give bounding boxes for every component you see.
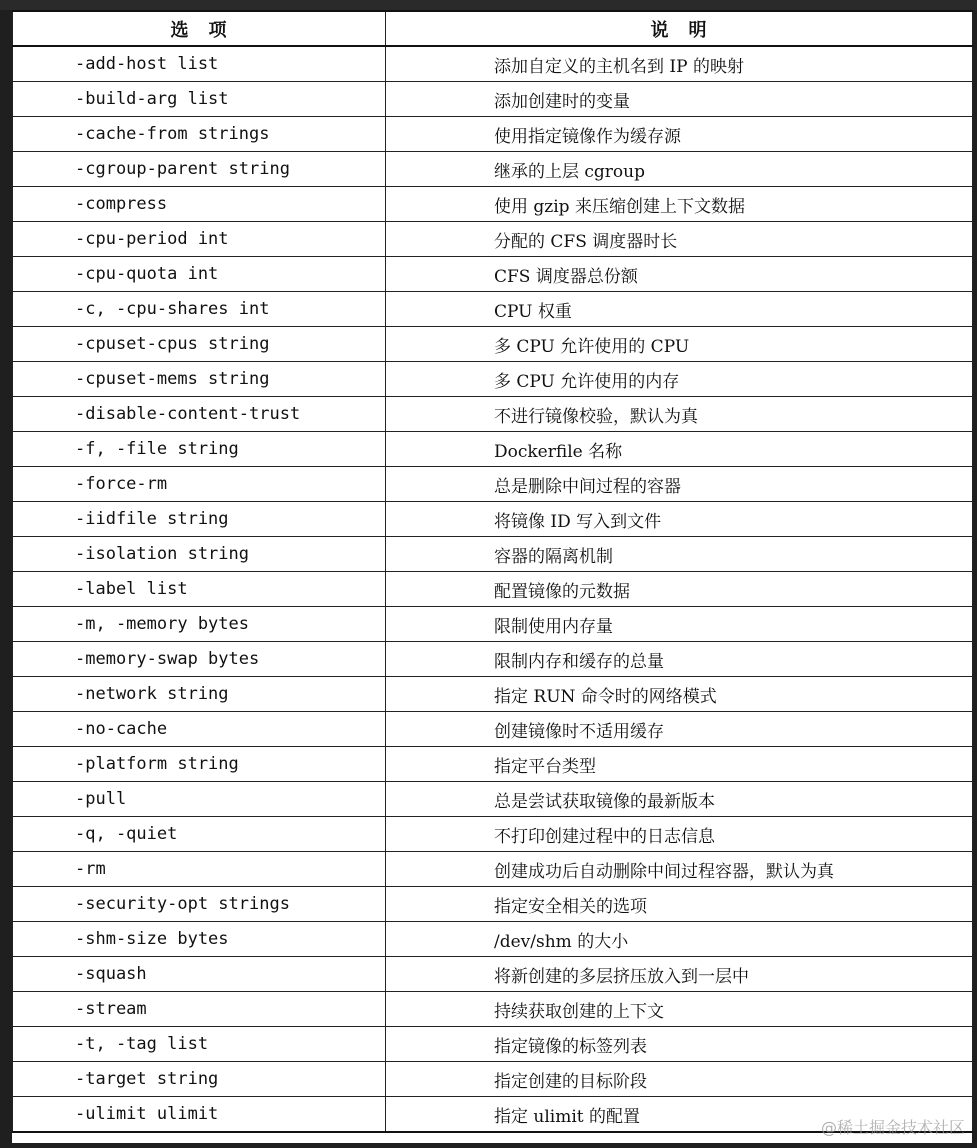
description-cell: 指定 ulimit 的配置 — [386, 1097, 973, 1133]
table-row — [13, 1062, 973, 1097]
option-cell: -isolation string — [13, 537, 386, 572]
description-cell: 使用指定镜像作为缓存源 — [386, 117, 973, 152]
description-cell: 配置镜像的元数据 — [386, 572, 973, 607]
description-cell: 限制内存和缓存的总量 — [386, 642, 973, 677]
description-cell: 总是删除中间过程的容器 — [386, 467, 973, 502]
watermark-text: @稀土掘金技术社区 — [820, 1118, 965, 1137]
description-cell: 容器的隔离机制 — [386, 537, 973, 572]
option-cell: -f, -file string — [13, 432, 386, 467]
option-cell: -cpu-period int — [13, 222, 386, 257]
description-cell: 使用 gzip 来压缩创建上下文数据 — [386, 187, 973, 222]
option-cell: -iidfile string — [13, 502, 386, 537]
description-cell: /dev/shm 的大小 — [386, 922, 973, 957]
option-cell: -label list — [13, 572, 386, 607]
header-option: 选 项 — [13, 11, 386, 46]
option-cell: -t, -tag list — [13, 1027, 386, 1062]
table-row — [13, 572, 973, 607]
options-table — [12, 10, 973, 1133]
option-cell: -platform string — [13, 747, 386, 782]
description-cell: 指定 RUN 命令时的网络模式 — [386, 677, 973, 712]
option-cell: -build-arg list — [13, 82, 386, 117]
table-row — [13, 327, 973, 362]
option-cell: -q, -quiet — [13, 817, 386, 852]
option-cell: -compress — [13, 187, 386, 222]
option-cell: -memory-swap bytes — [13, 642, 386, 677]
table-row — [13, 397, 973, 432]
option-cell: -shm-size bytes — [13, 922, 386, 957]
table-row — [13, 782, 973, 817]
table-row — [13, 187, 973, 222]
description-cell: 指定创建的目标阶段 — [386, 1062, 973, 1097]
header-description: 说 明 — [386, 11, 973, 46]
description-cell: CFS 调度器总份额 — [386, 257, 973, 292]
description-cell: 分配的 CFS 调度器时长 — [386, 222, 973, 257]
option-cell: -cpuset-cpus string — [13, 327, 386, 362]
table-row — [13, 642, 973, 677]
option-cell: -disable-content-trust — [13, 397, 386, 432]
description-cell: 将新创建的多层挤压放入到一层中 — [386, 957, 973, 992]
option-cell: -add-host list — [13, 46, 386, 82]
table-row — [13, 992, 973, 1027]
description-cell: 添加创建时的变量 — [386, 82, 973, 117]
description-cell: 指定安全相关的选项 — [386, 887, 973, 922]
table-row — [13, 922, 973, 957]
table-header — [13, 11, 973, 46]
description-cell: 不进行镜像校验，默认为真 — [386, 397, 973, 432]
description-cell: 不打印创建过程中的日志信息 — [386, 817, 973, 852]
table-row — [13, 432, 973, 467]
option-cell: -cache-from strings — [13, 117, 386, 152]
table-row — [13, 46, 973, 82]
description-cell: 总是尝试获取镜像的最新版本 — [386, 782, 973, 817]
table-row — [13, 712, 973, 747]
table-row — [13, 257, 973, 292]
option-cell: -pull — [13, 782, 386, 817]
option-cell: -squash — [13, 957, 386, 992]
cropped-top-strip — [0, 0, 977, 10]
description-cell: CPU 权重 — [386, 292, 973, 327]
description-cell: 创建镜像时不适用缓存 — [386, 712, 973, 747]
option-cell: -cpu-quota int — [13, 257, 386, 292]
option-cell: -stream — [13, 992, 386, 1027]
table-row — [13, 292, 973, 327]
description-cell: 指定镜像的标签列表 — [386, 1027, 973, 1062]
option-cell: -force-rm — [13, 467, 386, 502]
table-row — [13, 222, 973, 257]
table-row — [13, 677, 973, 712]
option-cell: -m, -memory bytes — [13, 607, 386, 642]
option-cell: -rm — [13, 852, 386, 887]
description-cell: 继承的上层 cgroup — [386, 152, 973, 187]
description-cell: 限制使用内存量 — [386, 607, 973, 642]
table-row — [13, 362, 973, 397]
table-row — [13, 852, 973, 887]
description-cell: 指定平台类型 — [386, 747, 973, 782]
table-row — [13, 467, 973, 502]
option-cell: -c, -cpu-shares int — [13, 292, 386, 327]
description-cell: 多 CPU 允许使用的内存 — [386, 362, 973, 397]
table-row — [13, 502, 973, 537]
option-cell: -no-cache — [13, 712, 386, 747]
description-cell: 添加自定义的主机名到 IP 的映射 — [386, 46, 973, 82]
option-cell: -security-opt strings — [13, 887, 386, 922]
description-cell: Dockerfile 名称 — [386, 432, 973, 467]
table-row — [13, 1027, 973, 1062]
table-row — [13, 747, 973, 782]
table-row — [13, 957, 973, 992]
option-cell: -cpuset-mems string — [13, 362, 386, 397]
table-row — [13, 117, 973, 152]
description-cell: 将镜像 ID 写入到文件 — [386, 502, 973, 537]
header-row — [13, 11, 973, 46]
table-row — [13, 537, 973, 572]
description-cell: 多 CPU 允许使用的 CPU — [386, 327, 973, 362]
option-cell: -ulimit ulimit — [13, 1097, 386, 1133]
table-row — [13, 607, 973, 642]
table-row — [13, 152, 973, 187]
table-row — [13, 887, 973, 922]
description-cell: 持续获取创建的上下文 — [386, 992, 973, 1027]
table-row — [13, 817, 973, 852]
option-cell: -cgroup-parent string — [13, 152, 386, 187]
description-cell: 创建成功后自动删除中间过程容器，默认为真 — [386, 852, 973, 887]
table-body — [13, 46, 973, 1132]
option-cell: -target string — [13, 1062, 386, 1097]
table-row — [13, 82, 973, 117]
option-cell: -network string — [13, 677, 386, 712]
options-table-container — [12, 10, 972, 1143]
